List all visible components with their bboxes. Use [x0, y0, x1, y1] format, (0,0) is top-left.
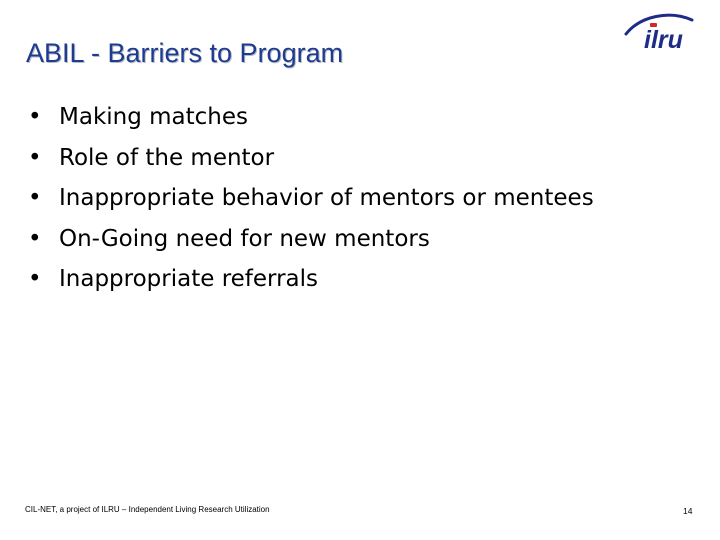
bullet-text: Inappropriate referrals — [59, 266, 319, 292]
ilru-logo-mark — [620, 8, 698, 54]
bullet-text: On-Going need for new mentors — [59, 225, 430, 252]
slide-footer: CIL-NET, a project of ILRU – Independent Living Research Utilization — [25, 505, 270, 514]
bullet-icon: • — [28, 104, 42, 130]
bullet-text: Making matches — [59, 104, 249, 130]
bullet-icon: • — [28, 144, 42, 171]
bullet-icon: • — [28, 225, 42, 252]
bullet-text: Inappropriate behavior of mentors or mentees — [59, 185, 594, 211]
bullet-text: Role of the mentor — [59, 144, 275, 171]
slide-title: ABIL - Barriers to Program — [26, 38, 344, 68]
bullet-icon: • — [28, 266, 42, 292]
ilru-logo — [620, 8, 698, 54]
bullet-icon: • — [28, 185, 42, 211]
logo-text: ilru — [644, 26, 683, 54]
page-number: 14 — [683, 506, 693, 516]
